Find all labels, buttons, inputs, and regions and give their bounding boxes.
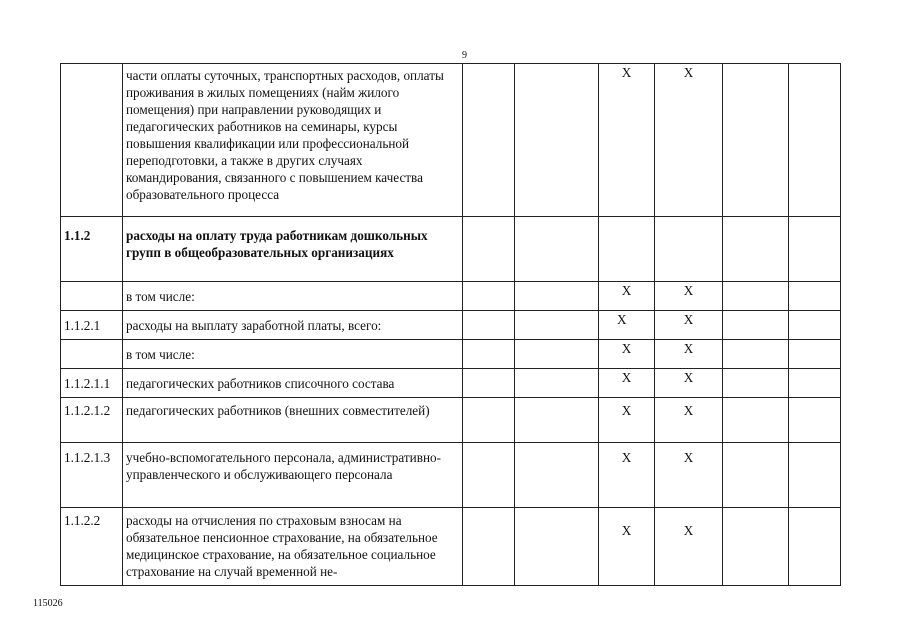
x-mark: X: [655, 311, 723, 340]
empty-cell: [789, 217, 841, 282]
empty-cell: [463, 311, 515, 340]
empty-cell: [463, 443, 515, 508]
empty-cell: [789, 443, 841, 508]
empty-cell: [789, 64, 841, 217]
x-mark: X: [599, 508, 655, 586]
row-code: 1.1.2.1.3: [61, 443, 123, 508]
row-description: педагогических работников списочного состава: [123, 369, 463, 398]
empty-cell: [723, 398, 789, 443]
row-code: 1.1.2.1: [61, 311, 123, 340]
row-description: учебно-вспомогательного персонала, административно-управленческого и обслуживающего персонала: [123, 443, 463, 508]
empty-cell: [723, 443, 789, 508]
x-mark: X: [599, 311, 655, 340]
table-row: [61, 369, 841, 398]
row-code: [61, 340, 123, 369]
empty-cell: [515, 398, 599, 443]
empty-cell: [515, 340, 599, 369]
empty-cell: [723, 217, 789, 282]
x-mark: X: [599, 340, 655, 369]
empty-cell: [515, 311, 599, 340]
x-mark: [655, 217, 723, 282]
empty-cell: [723, 340, 789, 369]
x-mark: X: [655, 369, 723, 398]
table-row: [61, 64, 841, 217]
row-code: [61, 282, 123, 311]
budget-table: [60, 63, 841, 586]
empty-cell: [723, 64, 789, 217]
empty-cell: [515, 217, 599, 282]
empty-cell: [463, 282, 515, 311]
empty-cell: [515, 282, 599, 311]
table-row: [61, 311, 841, 340]
x-mark: X: [599, 282, 655, 311]
empty-cell: [723, 508, 789, 586]
row-description: расходы на отчисления по страховым взносам на обязательное пенсионное страхование, на обязательное медицинское страхование, на обязательное социальное страхование на случай временной не-: [123, 508, 463, 586]
row-code: 1.1.2.2: [61, 508, 123, 586]
page-number: 9: [462, 50, 467, 61]
x-mark: X: [599, 443, 655, 508]
empty-cell: [789, 340, 841, 369]
row-description: расходы на оплату труда работникам дошкольных групп в общеобразовательных организациях: [123, 217, 463, 282]
empty-cell: [789, 508, 841, 586]
row-description: части оплаты суточных, транспортных расходов, оплаты проживания в жилых помещениях (найм жилого помещения) при направлении руководящих и педагогических работников на семинары, курсы повышения квалификации или профессиональной переподготовки, а также в других случаях командирования, связанного с повышением качества образовательного процесса: [123, 64, 463, 217]
empty-cell: [515, 508, 599, 586]
empty-cell: [463, 398, 515, 443]
row-code: [61, 64, 123, 217]
table-row: [61, 508, 841, 586]
empty-cell: [515, 443, 599, 508]
x-mark: X: [599, 398, 655, 443]
empty-cell: [789, 398, 841, 443]
table-row: [61, 398, 841, 443]
empty-cell: [723, 369, 789, 398]
x-mark: X: [655, 508, 723, 586]
x-mark: X: [655, 398, 723, 443]
empty-cell: [789, 311, 841, 340]
empty-cell: [789, 282, 841, 311]
row-code: 1.1.2.1.2: [61, 398, 123, 443]
empty-cell: [515, 64, 599, 217]
empty-cell: [463, 340, 515, 369]
empty-cell: [789, 369, 841, 398]
empty-cell: [723, 282, 789, 311]
empty-cell: [463, 508, 515, 586]
empty-cell: [515, 369, 599, 398]
empty-cell: [723, 311, 789, 340]
empty-cell: [463, 369, 515, 398]
table-row: [61, 443, 841, 508]
table-row: [61, 282, 841, 311]
empty-cell: [463, 217, 515, 282]
x-mark: X: [655, 282, 723, 311]
x-mark: X: [655, 443, 723, 508]
empty-cell: [463, 64, 515, 217]
x-mark: X: [655, 64, 723, 217]
x-mark: X: [599, 369, 655, 398]
table-row: [61, 217, 841, 282]
table-row: [61, 340, 841, 369]
row-description: в том числе:: [123, 340, 463, 369]
row-description: в том числе:: [123, 282, 463, 311]
row-description: расходы на выплату заработной платы, всего:: [123, 311, 463, 340]
x-mark: X: [655, 340, 723, 369]
footer-code: 115026: [33, 598, 63, 609]
x-mark: [599, 217, 655, 282]
x-mark: X: [599, 64, 655, 217]
row-code: 1.1.2: [61, 217, 123, 282]
row-description: педагогических работников (внешних совместителей): [123, 398, 463, 443]
row-code: 1.1.2.1.1: [61, 369, 123, 398]
